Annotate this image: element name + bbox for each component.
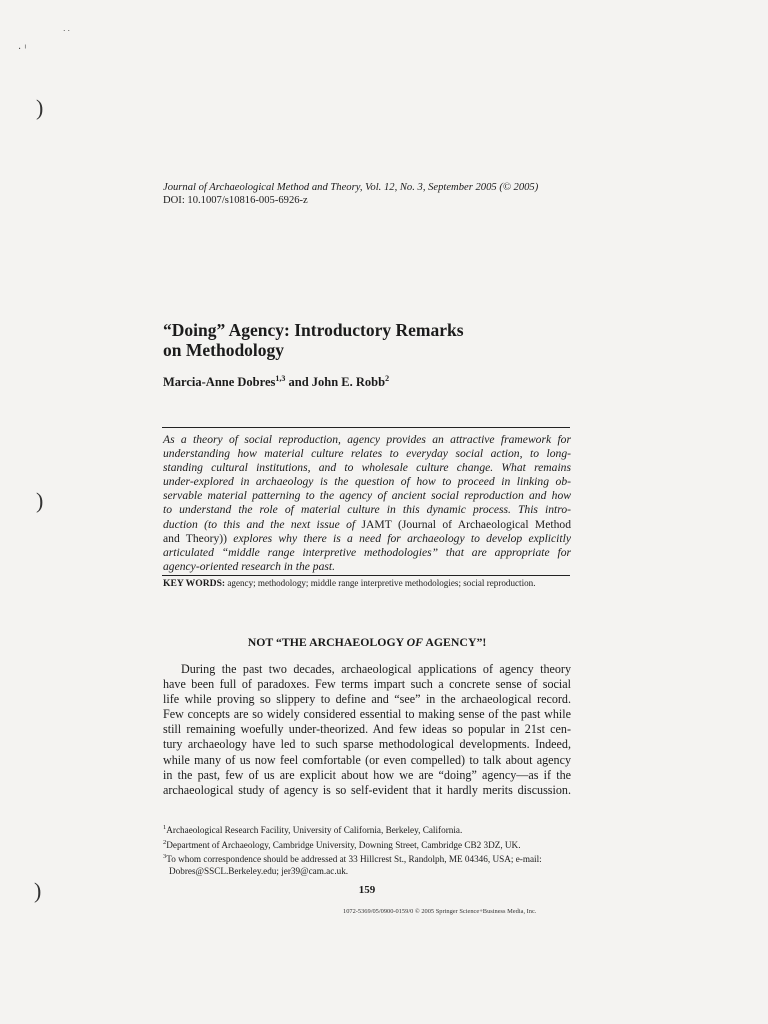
- abstract-line: [163, 518, 571, 532]
- body-line: life while proving so slippery to define and “see” in the archaeological record.: [163, 692, 571, 707]
- abstract-line: understanding how material culture relates to everyday social action, to long-: [163, 447, 571, 461]
- footnote-3: [163, 851, 583, 866]
- body-line: have been full of paradoxes. Few terms impart such a concrete sense of social: [163, 677, 571, 692]
- page-number: 159: [358, 884, 376, 896]
- abstract-line: standing cultural institutions, and to wholesale culture change. What remains: [163, 461, 571, 475]
- footnote-mark: 1: [163, 824, 167, 831]
- journal-name: JAMT (Journal of Archaeological Method: [361, 517, 571, 531]
- footnote-text: Department of Archaeology, Cambridge University, Downing Street, Cambridge CB2 3DZ, UK.: [166, 839, 521, 850]
- author-2-affiliation-marks: 2: [385, 374, 390, 383]
- abstract-line: servable material patterning to the agency of ancient social reproduction and how: [163, 489, 571, 503]
- footnote-2: [163, 837, 583, 852]
- scan-speck: ˙˙: [62, 30, 71, 40]
- abstract-line: articulated “middle range interpretive methodologies” that are appropriate for: [163, 545, 571, 559]
- keywords-label: KEY WORDS:: [163, 578, 226, 589]
- abstract-line: [163, 532, 571, 546]
- journal-name: and Theory)): [163, 531, 228, 545]
- heading-text: AGENCY”!: [423, 635, 487, 649]
- body-line: During the past two decades, archaeological applications of agency theory: [181, 662, 571, 676]
- abstract-line: agency-oriented research in the past.: [163, 559, 336, 573]
- keywords: [163, 578, 573, 589]
- keywords-text: agency; methodology; middle range interpretive methodologies; social reproduction.: [225, 578, 536, 588]
- footnote-mark: 2: [163, 838, 167, 846]
- binding-hole-mark: ): [34, 878, 42, 903]
- author-connector: and: [285, 375, 312, 390]
- abstract-text: explores why there is a need for archaeology to develop explicitly: [227, 531, 571, 545]
- binding-hole-mark: ): [36, 95, 44, 120]
- body-line: tury archaeology have led to such sparse methodological developments. Indeed,: [163, 737, 571, 752]
- article-title: [163, 320, 643, 360]
- abstract-line: under-explored in archaeology is the question of how to proceed in linking ob-: [163, 475, 571, 489]
- footnote-text: Archaeological Research Facility, University of California, Berkeley, California.: [166, 825, 463, 836]
- doi: DOI: 10.1007/s10816-005-6926-z: [163, 195, 308, 206]
- author-2: John E. Robb: [311, 375, 386, 390]
- body-line: in the past, few of us are explicit about how we are “doing” agency—as if the: [163, 767, 571, 782]
- abstract-line: to understand the role of material culture in this dynamic process. This intro-: [163, 503, 571, 517]
- section-heading: [163, 635, 571, 650]
- heading-emphasis: OF: [406, 635, 424, 649]
- footnote-1: [163, 822, 583, 837]
- abstract-line: As a theory of social reproduction, agency provides an attractive framework for: [163, 433, 571, 446]
- footnote-text: To whom correspondence should be addressed at 33 Hillcrest St., Randolph, ME 04346, USA; e-mail:: [166, 854, 542, 865]
- binding-hole-mark: ): [36, 488, 44, 513]
- heading-text: NOT “THE ARCHAEOLOGY: [247, 635, 407, 649]
- author-1: Marcia-Anne Dobres: [163, 375, 276, 390]
- title-line-1: “Doing” Agency: Introductory Remarks: [163, 320, 464, 340]
- author-line: [163, 374, 389, 390]
- journal-citation: [163, 181, 683, 207]
- body-paragraph: [163, 662, 571, 798]
- scan-speck: · ˡ: [18, 44, 27, 55]
- author-1-affiliation-marks: 1,3: [275, 374, 286, 383]
- copyright-colophon: 1072-5369/05/0900-0159/0 © 2005 Springer Science+Business Media, Inc.: [343, 908, 537, 915]
- body-line: Few concepts are so widely considered essential to making sense of the past while: [163, 707, 571, 722]
- footnotes: [163, 822, 583, 878]
- title-line-2: on Methodology: [163, 340, 285, 360]
- body-line: still remaining woefully under-theorized. And few ideas so popular in 21st cen-: [163, 722, 571, 737]
- body-line: archaeological study of agency is so self-evident that it hardly merits discussion.: [163, 782, 571, 797]
- abstract-top-rule: [162, 427, 570, 428]
- abstract-bottom-rule: [162, 575, 570, 576]
- abstract-text: duction (to this and the next issue of: [163, 517, 362, 531]
- footnote-mark: 3: [163, 853, 167, 861]
- footnote-3-continued: Dobres@SSCL.Berkeley.edu; jer39@cam.ac.uk.: [169, 865, 349, 876]
- journal-reference: Journal of Archaeological Method and Theory, Vol. 12, No. 3, September 2005 (© 2005): [163, 182, 539, 193]
- abstract: [163, 433, 571, 574]
- body-line: while many of us now feel comfortable (or even compelled) to talk about agency: [163, 752, 571, 767]
